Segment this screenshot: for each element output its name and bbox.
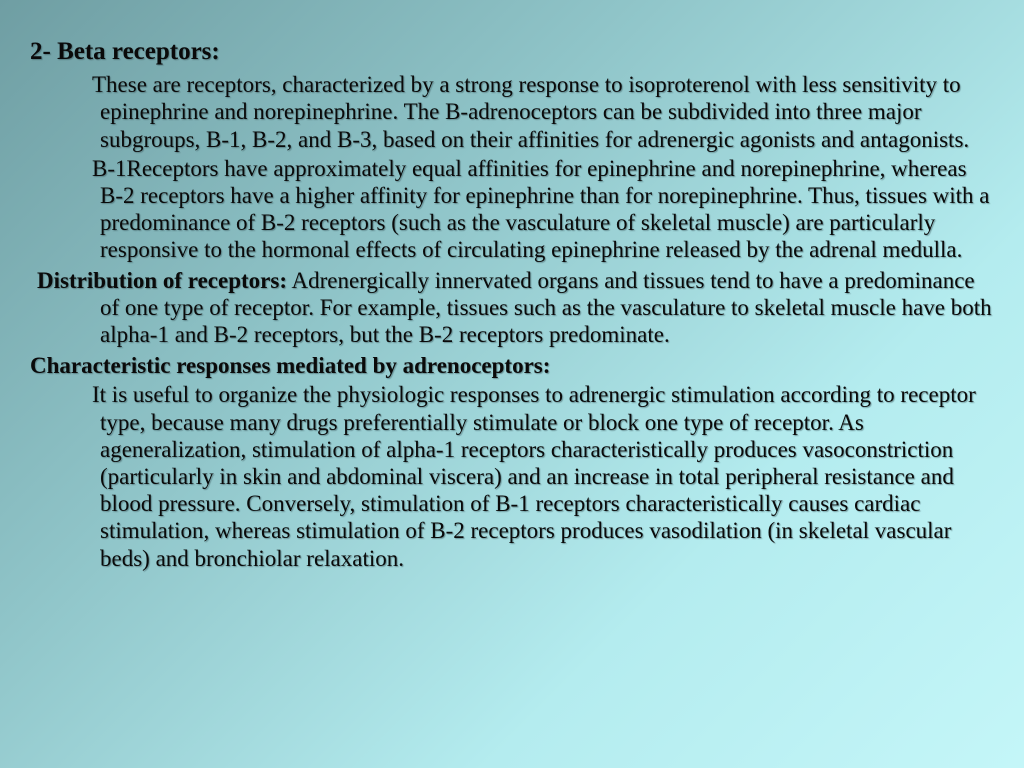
paragraph-distribution xyxy=(30,267,994,349)
heading-characteristic-responses: Characteristic responses mediated by adrenoceptors: xyxy=(30,353,551,379)
heading-beta-receptors: 2- Beta receptors: xyxy=(30,38,220,65)
paragraph-characteristic-responses: It is useful to organize the physiologic responses to adrenergic stimulation according to receptor type, because many drugs preferentially stimulate or block one type of receptor. As ageneralization, stimulation of alpha-1 receptors characteristically produces vasoconstriction (particularly in skin and abdominal viscera) and an increase in total peripheral resistance and blood pressure. Conversely, stimulation of B-1 receptors characteristically causes cardiac stimulation, whereas stimulation of B-2 receptors produces vasodilation (in skeletal vascular beds) and bronchiolar relaxation. xyxy=(92,382,976,571)
distribution-text: Adrenergically innervated organs and tissues tend to have a predominance of one type of receptor. For example, tissues such as the vasculature to skeletal muscle have both alpha-1 and B-2 receptors, but the B-2 receptors predominate. xyxy=(100,267,992,348)
paragraph-beta-intro: These are receptors, characterized by a strong response to isoproterenol with less sensitivity to epinephrine and norepinephrine. The B-adrenoceptors can be subdivided into three major subgroups, B-1, B-2, and B-3, based on their affinities for adrenergic agonists and antagonists. xyxy=(92,72,970,152)
paragraph-beta1-receptors: B-1Receptors have approximately equal affinities for epinephrine and norepinephrine, whereas B-2 receptors have a higher affinity for epinephrine than for norepinephrine. Thus, tissues with a predominance of B-2 receptors (such as the vasculature of skeletal muscle) are particularly responsive to the hormonal effects of circulating epinephrine released by the adrenal medulla. xyxy=(92,155,990,263)
distribution-label: Distribution of receptors: xyxy=(37,267,287,293)
